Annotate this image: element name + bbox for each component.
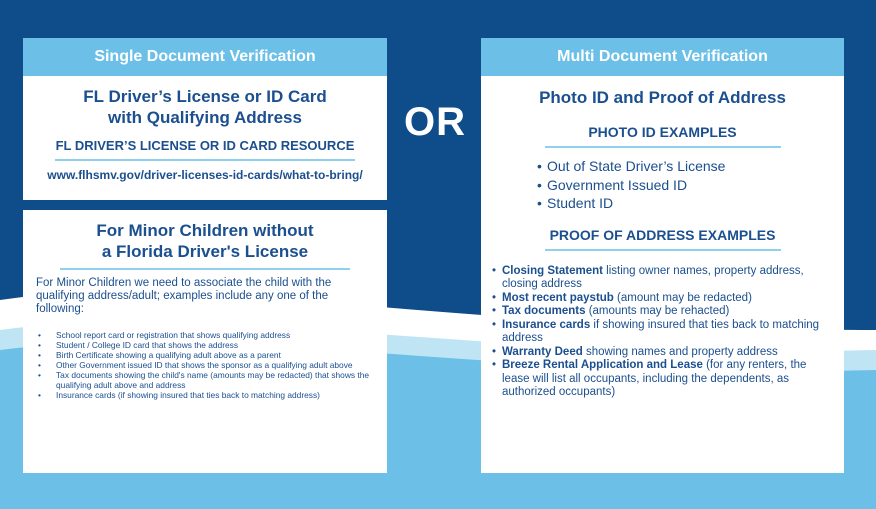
list-item-text: Tax documents showing the child's name (amounts may be redacted) that shows the qualifying adult above and address [56,370,370,390]
list-item [492,292,836,306]
list-item-text: School report card or registration that shows qualifying address [56,330,291,340]
list-item-bold: Most recent paystub [502,291,614,304]
list-item-text: Insurance cards (if showing insured that ties back to matching address) [56,390,320,400]
list-item-bold: Tax documents [502,305,586,317]
divider [545,249,781,251]
list-item [38,390,373,400]
bullet-icon: • [537,176,542,193]
list-item-text: if showing insured that ties back to matching address [502,318,820,344]
list-item-text: Student ID [547,195,614,211]
multi-title: Photo ID and Proof of Address [539,88,786,107]
multi-document-header: Multi Document Verification [481,38,844,76]
list-item [38,340,373,350]
bullet-icon: • [38,340,41,350]
bullet-icon: • [38,350,41,360]
list-item-text: (for any renters, the lease will list all occupants, including the dependents, as authorized occupants) [502,359,807,398]
list-item-text: (amounts may be rehacted) [585,305,730,317]
single-document-card [23,38,387,200]
list-item-bold: Breeze Rental Application and Lease [502,359,703,371]
list-item-text: listing owner names, property address, closing address [502,264,804,290]
bullet-icon: • [537,195,542,211]
list-item [492,265,836,292]
single-title-line2: with Qualifying Address [108,108,302,127]
list-item-bold: Warranty Deed [502,345,583,358]
list-item [492,305,836,319]
bullet-icon: • [492,359,497,371]
list-item [492,359,836,400]
minor-title-line1: For Minor Children without [96,221,314,240]
photo-id-list [537,157,844,213]
list-item-text: Birth Certificate showing a qualifying adult above as a parent [56,350,281,360]
multi-document-card [481,38,844,473]
list-item [38,350,373,360]
list-item-text: Government Issued ID [547,176,688,193]
bullet-icon: • [492,291,497,304]
or-separator: OR [404,100,466,144]
minor-title [23,220,387,262]
bullet-icon: • [38,390,41,400]
divider [55,159,355,161]
list-item [38,330,373,340]
list-item-text: Student / College ID card that shows the address [56,340,239,350]
bullet-icon: • [537,158,542,174]
list-item [492,319,836,346]
list-item [537,176,844,195]
divider [60,268,350,270]
proof-of-address-list [492,265,836,400]
bullet-icon: • [38,370,41,380]
list-item [492,346,836,360]
list-item [537,157,844,176]
list-item-text: Other Government issued ID that shows the sponsor as a qualifying adult above [56,360,353,370]
list-item-text: Out of State Driver’s License [547,158,726,174]
bullet-icon: • [38,330,41,340]
proof-of-address-heading: PROOF OF ADDRESS EXAMPLES [549,226,776,243]
minor-children-card [23,210,387,473]
resource-link[interactable]: www.flhsmv.gov/driver-licenses-id-cards/what-to-bring/ [47,168,363,182]
minor-examples-list [38,330,373,400]
bullet-icon: • [492,264,497,277]
photo-id-heading: PHOTO ID EXAMPLES [588,124,737,140]
list-item-bold: Insurance cards [502,318,591,331]
resource-heading: FL DRIVER’S LICENSE OR ID CARD RESOURCE [55,138,355,153]
list-item-text: showing names and property address [582,345,778,358]
bullet-icon: • [492,305,497,317]
minor-intro: For Minor Children we need to associate the child with the qualifying address/adult; examples include any one of the following: [36,277,332,315]
list-item [38,370,373,390]
single-document-header: Single Document Verification [23,38,387,76]
single-title [23,86,387,128]
minor-title-line2: a Florida Driver's License [101,242,309,261]
divider [545,146,781,148]
list-item [38,360,373,370]
bullet-icon: • [492,318,497,331]
list-item [537,194,844,213]
single-title-line1: FL Driver’s License or ID Card [83,87,327,106]
list-item-text: (amount may be redacted) [613,291,752,304]
bullet-icon: • [38,360,41,370]
list-item-bold: Closing Statement [502,264,603,277]
bullet-icon: • [492,345,497,358]
